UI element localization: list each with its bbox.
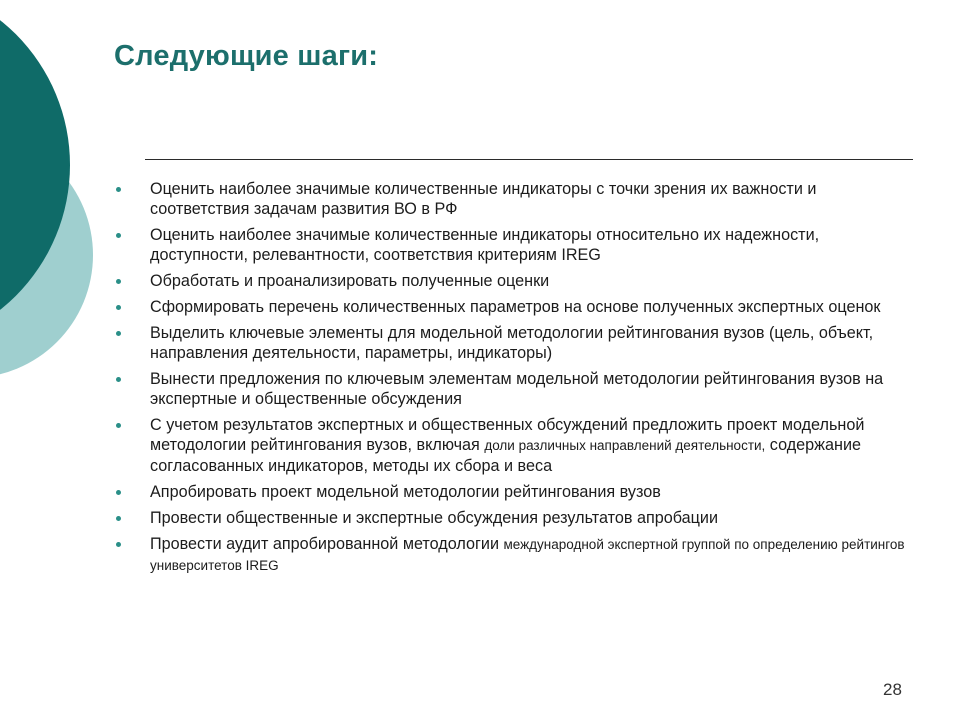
bullet-text: Апробировать проект модельной методологии рейтингования вузов [150,483,661,501]
bullet-item [112,508,912,528]
bullet-item [112,415,912,476]
bullet-icon [116,279,121,284]
page-number: 28 [883,680,902,699]
bullet-icon [116,233,121,238]
slide-title: Следующие шаги: [114,40,379,72]
bullet-icon [116,490,121,495]
bullet-icon [116,423,121,428]
bullet-item [112,297,912,317]
bullet-text: Выделить ключевые элементы для модельной методологии рейтингования вузов (цель, объект, направления деятельности, параметры, индикаторы) [150,324,874,362]
bullet-text: С учетом результатов экспертных и общественных обсуждений предложить проект модельной методологии рейтингования вузов, включая [150,416,865,454]
bullet-text-small: доли различных направлений деятельности, [484,438,766,453]
bullet-list [112,179,912,582]
decorative-circles [0,0,120,400]
bullet-icon [116,331,121,336]
bullet-item [112,225,912,265]
bullet-item [112,323,912,363]
bullet-text: Оценить наиболее значимые количественные индикаторы с точки зрения их важности и соответствия задачам развития ВО в РФ [150,180,817,218]
bullet-item [112,534,912,576]
bullet-text-small: международной экспертной группой по определению рейтингов университетов IREG [150,537,905,573]
bullet-icon [116,305,121,310]
bullet-item [112,179,912,219]
bullet-text: Провести общественные и экспертные обсуждения результатов апробации [150,509,718,527]
bullet-item [112,369,912,409]
bullet-item [112,271,912,291]
bullet-icon [116,377,121,382]
bullet-text: Провести аудит апробированной методологии [150,535,504,553]
bullet-text: Вынести предложения по ключевым элементам модельной методологии рейтингования вузов на экспертные и общественные обсуждения [150,370,884,408]
bullet-text: Оценить наиболее значимые количественные индикаторы относительно их надежности, доступности, релевантности, соответствия критериям IREG [150,226,820,264]
bullet-icon [116,516,121,521]
bullet-text: Обработать и проанализировать полученные оценки [150,272,550,290]
bullet-icon [116,187,121,192]
bullet-icon [116,542,121,547]
bullet-text: Сформировать перечень количественных параметров на основе полученных экспертных оценок [150,298,881,316]
title-divider [145,159,913,160]
bullet-text-tail: содержание согласованных индикаторов, методы их сбора и веса [150,436,861,475]
bullet-item [112,482,912,502]
